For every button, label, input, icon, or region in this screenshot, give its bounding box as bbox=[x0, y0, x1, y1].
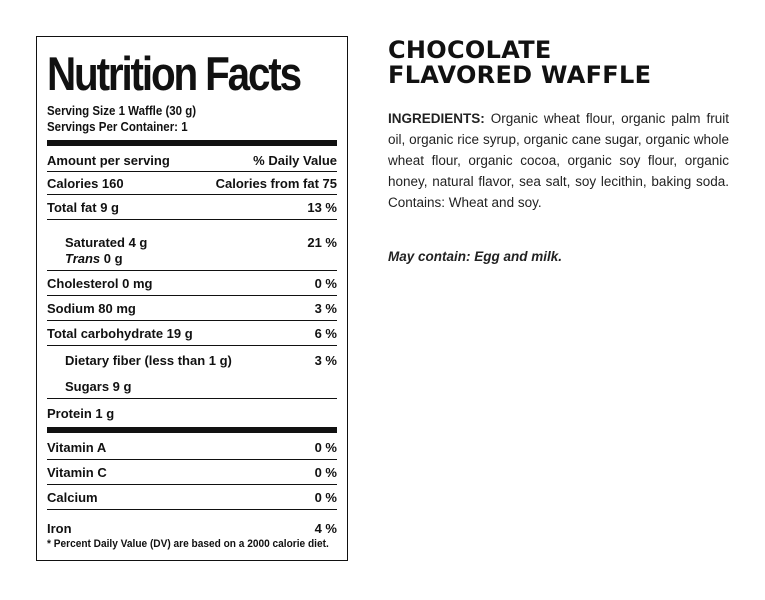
total-fat-label: Total fat 9 g bbox=[47, 199, 119, 215]
saturated-dv: 21 % bbox=[307, 235, 337, 250]
trans-row bbox=[47, 250, 337, 270]
total-fat-dv: 13 % bbox=[307, 199, 337, 215]
vitamin-c-label: Vitamin C bbox=[47, 464, 107, 480]
fiber-dv: 3 % bbox=[314, 352, 337, 368]
iron-label: Iron bbox=[47, 521, 72, 536]
nutrition-facts-label bbox=[36, 36, 348, 561]
product-title-line1: CHOCOLATE bbox=[388, 36, 552, 64]
calcium-label: Calcium bbox=[47, 489, 98, 505]
total-fat-row bbox=[47, 194, 337, 219]
sodium-label: Sodium 80 mg bbox=[47, 300, 136, 316]
iron-dv: 4 % bbox=[314, 521, 337, 536]
sugars-label: Sugars 9 g bbox=[65, 378, 132, 394]
thick-divider-vitamins bbox=[47, 427, 337, 433]
nutrition-facts-title: Nutrition Facts bbox=[47, 47, 300, 100]
cholesterol-row bbox=[47, 270, 337, 295]
calcium-row bbox=[47, 484, 337, 509]
protein-label: Protein 1 g bbox=[47, 405, 115, 421]
vitamin-a-row bbox=[47, 435, 337, 459]
total-carb-dv: 6 % bbox=[314, 325, 337, 341]
cholesterol-label: Cholesterol 0 mg bbox=[47, 275, 153, 291]
sugars-row bbox=[47, 374, 337, 398]
serving-size: Serving Size 1 Waffle (30 g) bbox=[47, 104, 197, 118]
total-carb-label: Total carbohydrate 19 g bbox=[47, 325, 193, 341]
trans-value: 0 g bbox=[100, 251, 123, 266]
vitamin-c-row bbox=[47, 459, 337, 484]
thick-divider bbox=[47, 140, 337, 146]
iron-row bbox=[47, 509, 337, 536]
vitamin-a-label: Vitamin A bbox=[47, 439, 107, 455]
ingredients-paragraph bbox=[388, 108, 729, 213]
fiber-row bbox=[47, 346, 337, 374]
saturated-row bbox=[47, 220, 337, 250]
calories-from-fat: Calories from fat 75 bbox=[215, 175, 337, 191]
ingredients-text: Organic wheat flour, organic palm fruit oil, organic rice syrup, organic cane sugar, organic whole wheat flour, organic cocoa, organic soy flour, organic honey, natural flavor, sea salt, soy lecithin, baking soda. Contains: Wheat and soy. bbox=[388, 111, 729, 210]
amount-header-row bbox=[47, 149, 337, 171]
saturated-label: Saturated 4 g bbox=[65, 235, 148, 250]
allergen-statement: May contain: Egg and milk. bbox=[388, 249, 563, 264]
calcium-dv: 0 % bbox=[314, 489, 337, 505]
fiber-label: Dietary fiber (less than 1 g) bbox=[65, 352, 232, 368]
saturated-trans-block bbox=[47, 219, 337, 270]
sodium-row bbox=[47, 295, 337, 320]
product-title-line2: FLAVORED WAFFLE bbox=[388, 61, 652, 89]
sodium-dv: 3 % bbox=[314, 300, 337, 316]
cholesterol-dv: 0 % bbox=[314, 275, 337, 291]
ingredients-heading: INGREDIENTS: bbox=[388, 111, 485, 126]
fiber-sugar-block bbox=[47, 345, 337, 398]
vitamin-c-dv: 0 % bbox=[314, 464, 337, 480]
amount-header: Amount per serving bbox=[47, 152, 170, 168]
product-title bbox=[388, 38, 738, 88]
dv-header: % Daily Value bbox=[253, 152, 337, 168]
protein-row bbox=[47, 398, 337, 427]
calories-row bbox=[47, 171, 337, 194]
total-carb-row bbox=[47, 320, 337, 345]
servings-per-container: Servings Per Container: 1 bbox=[47, 120, 188, 134]
trans-label: Trans bbox=[65, 251, 101, 266]
dv-footnote: * Percent Daily Value (DV) are based on a 2000 calorie diet. bbox=[47, 538, 329, 550]
calories: Calories 160 bbox=[47, 175, 124, 191]
vitamin-a-dv: 0 % bbox=[314, 439, 337, 455]
